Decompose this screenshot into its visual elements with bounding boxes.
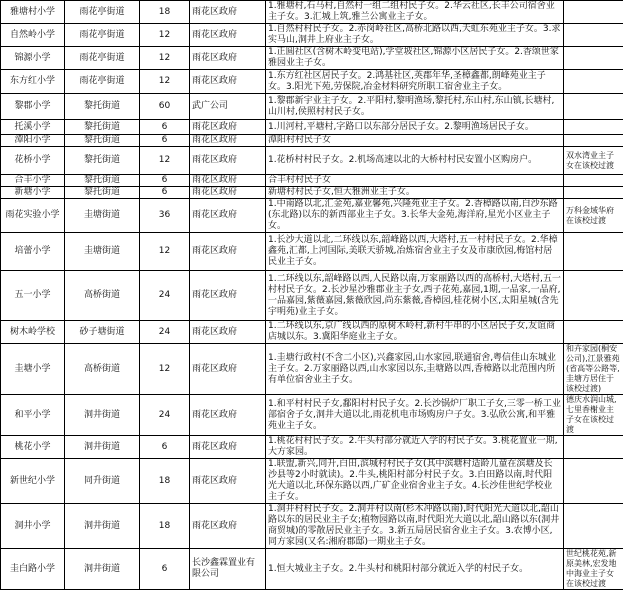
school-name-cell: 黎郡小学 bbox=[1, 94, 65, 120]
street-cell: 洞井街道 bbox=[65, 504, 140, 549]
enrollment-area-cell: 1.恒大城业主子女。2.牛头村和桃阳村部分就近入学的村民子女。 bbox=[266, 549, 564, 590]
class-count-cell: 12 bbox=[140, 147, 190, 175]
sponsor-cell: 雨花区政府 bbox=[190, 395, 266, 436]
enrollment-area-cell: 1.圭塘行政村(不含二小区),兴鑫家园,山水家园,联通宿舍,粤信佳山东城业主子女。2.万家丽路以西,山水家园以东,圭塘路以西,香樟路以北范围内所有单位宿舍业主子女。 bbox=[266, 344, 564, 395]
enrollment-area-cell: 1.中南路以北,汇金苑,嘉业馨苑,兴隆苑业主子女。2.香樟路以南,白沙东路(东北路)以东的新西部业主子女。3.长华大金苑,海洋府,星光小区业主子女。 bbox=[266, 199, 564, 233]
school-name-cell: 花桥小学 bbox=[1, 147, 65, 175]
sponsor-cell: 长沙鑫霖置业有限公司 bbox=[190, 549, 266, 590]
street-cell: 圭塘街道 bbox=[65, 233, 140, 271]
enrollment-area-cell: 1.二环线以东,京广线以西的原树木岭村,新村牛串的小区居民子女,友谊商店城以东。3.冀阳华庭业主子女。 bbox=[266, 321, 564, 344]
street-cell: 雨花亭街道 bbox=[65, 70, 140, 94]
note-cell: 双水湾业主子女在该校过渡 bbox=[564, 147, 623, 175]
street-cell: 洞井街道 bbox=[65, 395, 140, 436]
street-cell: 雨花亭街道 bbox=[65, 24, 140, 47]
school-name-cell: 锦源小学 bbox=[1, 47, 65, 70]
table-row bbox=[1, 1, 623, 24]
table-row bbox=[1, 120, 623, 135]
note-cell bbox=[564, 233, 623, 271]
school-name-cell: 自然岭小学 bbox=[1, 24, 65, 47]
school-name-cell: 东方红小学 bbox=[1, 70, 65, 94]
sponsor-cell: 雨花区政府 bbox=[190, 344, 266, 395]
enrollment-area-cell: 1.桃花村村民子女。2.牛头村部分就近入学的村民子女。3.桃花置业一期,大方家园。 bbox=[266, 436, 564, 459]
class-count-cell: 60 bbox=[140, 94, 190, 120]
enrollment-area-cell: 1.二环线以东,韶峰路以西,人民路以南,万家丽路以西的高桥村,大塔村,五一村村民子女。2.长沙星沙雅郡业主子女,西子花苑,嘉园,1期,一品家,一品府,一品嘉园,紫薇嘉园,紫薇欣园,尚东紫薇,香樟园,桂花树小区,太阳星城(含先宇明苑)业主子女。 bbox=[266, 271, 564, 321]
sponsor-cell: 雨花区政府 bbox=[190, 1, 266, 24]
street-cell: 洞井街道 bbox=[65, 549, 140, 590]
school-name-cell: 托溪小学 bbox=[1, 120, 65, 135]
street-cell: 砂子塘街道 bbox=[65, 321, 140, 344]
enrollment-area-cell: 1.川河村,平塘村,字路口以东部分居民子女。2.黎明渔场居民子女。 bbox=[266, 120, 564, 135]
street-cell: 雨花亭街道 bbox=[65, 47, 140, 70]
enrollment-area-cell: 1.黎郡新宇业主子女。2.平阳村,黎明渔场,黎托村,东山村,东山镇,长塘村,山川村,侯照村村民子女。 bbox=[266, 94, 564, 120]
note-cell bbox=[564, 1, 623, 24]
enrollment-area-cell: 1.联盟,新兴,同升,白田,滨城村村民子女(其中滨塘村适龄儿童在滨塘及长沙县等2小时就读)。2.牛头,桃阳村部分村民子女。3.白田路以南,时代阳光大道以北,环保东路以西,广矿企业宿舍业主子女。4.长沙佳世纪学校业主子女。 bbox=[266, 459, 564, 504]
table-row bbox=[1, 24, 623, 47]
table-row bbox=[1, 70, 623, 94]
class-count-cell: 18 bbox=[140, 459, 190, 504]
table-row bbox=[1, 549, 623, 590]
school-name-cell: 潭阳小学 bbox=[1, 135, 65, 147]
note-cell bbox=[564, 47, 623, 70]
enrollment-area-cell: 新塘村村民子女,恒大雅洲业主子女。 bbox=[266, 187, 564, 199]
school-name-cell: 圭白路小学 bbox=[1, 549, 65, 590]
class-count-cell: 6 bbox=[140, 120, 190, 135]
sponsor-cell: 雨花区政府 bbox=[190, 187, 266, 199]
class-count-cell: 12 bbox=[140, 47, 190, 70]
table-row bbox=[1, 135, 623, 147]
sponsor-cell: 雨花区政府 bbox=[190, 175, 266, 187]
table-row bbox=[1, 436, 623, 459]
street-cell: 黎托街道 bbox=[65, 175, 140, 187]
note-cell: 和卉家园(桐安公司),江景雅苑(省高等公路等,圭塘方居住于该校过渡) bbox=[564, 344, 623, 395]
sponsor-cell: 雨花区政府 bbox=[190, 504, 266, 549]
street-cell: 同升街道 bbox=[65, 459, 140, 504]
class-count-cell: 12 bbox=[140, 344, 190, 395]
school-name-cell: 合丰小学 bbox=[1, 175, 65, 187]
class-count-cell: 24 bbox=[140, 321, 190, 344]
enrollment-area-cell: 合丰村村民子女 bbox=[266, 175, 564, 187]
table-row bbox=[1, 459, 623, 504]
class-count-cell: 6 bbox=[140, 175, 190, 187]
enrollment-area-cell: 1.东方红社区居民子女。2.鸿基社区,英郡年华,圣樟鑫都,朗峰苑业主子女。3.阳光下苑,劳保院,冶金材料研究所职工宿舍业主子女。 bbox=[266, 70, 564, 94]
note-cell bbox=[564, 321, 623, 344]
class-count-cell: 12 bbox=[140, 24, 190, 47]
class-count-cell: 18 bbox=[140, 504, 190, 549]
sponsor-cell: 雨花区政府 bbox=[190, 459, 266, 504]
school-name-cell: 和平小学 bbox=[1, 395, 65, 436]
class-count-cell: 18 bbox=[140, 1, 190, 24]
enrollment-area-cell: 1.和平村村民子女,鄱阳村村民子女。2.长沙锅炉厂职工子女,三零一桥工业部宿舍子女,洞井大道以北,雨花机电市场购房户子女。3.弘欣公寓,和平雅苑业主子女。 bbox=[266, 395, 564, 436]
street-cell: 洞井街道 bbox=[65, 436, 140, 459]
note-cell: 德庆水润山城,七里香榭业主子女在该校过渡 bbox=[564, 395, 623, 436]
sponsor-cell: 雨花区政府 bbox=[190, 271, 266, 321]
class-count-cell: 6 bbox=[140, 135, 190, 147]
table-row bbox=[1, 344, 623, 395]
sponsor-cell: 武广公司 bbox=[190, 94, 266, 120]
enrollment-area-cell: 1.正圆社区(含树木岭变电站),学堂坡社区,锦源小区居民子女。2.香颂世家雅园业主子女。 bbox=[266, 47, 564, 70]
class-count-cell: 6 bbox=[140, 436, 190, 459]
note-cell bbox=[564, 120, 623, 135]
note-cell bbox=[564, 175, 623, 187]
enrollment-area-cell: 潭阳村村民子女 bbox=[266, 135, 564, 147]
table-body bbox=[1, 1, 623, 590]
class-count-cell: 12 bbox=[140, 233, 190, 271]
table-row bbox=[1, 321, 623, 344]
class-count-cell: 12 bbox=[140, 70, 190, 94]
school-name-cell: 培蕾小学 bbox=[1, 233, 65, 271]
street-cell: 圭塘街道 bbox=[65, 199, 140, 233]
note-cell: 世纪桃花苑,新原美林,宏发地中海业主子女在该校过渡 bbox=[564, 549, 623, 590]
sponsor-cell: 雨花区政府 bbox=[190, 70, 266, 94]
table-row bbox=[1, 47, 623, 70]
school-name-cell: 新塘小学 bbox=[1, 187, 65, 199]
table-row bbox=[1, 271, 623, 321]
table-row bbox=[1, 147, 623, 175]
school-name-cell: 雨花实验小学 bbox=[1, 199, 65, 233]
note-cell bbox=[564, 94, 623, 120]
school-name-cell: 新世纪小学 bbox=[1, 459, 65, 504]
note-cell bbox=[564, 271, 623, 321]
sponsor-cell: 雨花区政府 bbox=[190, 199, 266, 233]
street-cell: 高桥街道 bbox=[65, 344, 140, 395]
street-cell: 黎托街道 bbox=[65, 120, 140, 135]
school-name-cell: 洞井小学 bbox=[1, 504, 65, 549]
enrollment-area-cell: 1.花桥村村民子女。2.机场高速以北的大桥村村民安置小区购房户。 bbox=[266, 147, 564, 175]
enrollment-area-cell: 1.洞井村村民子女。2.洞井村以南(杉木冲路以南),时代阳光大道以北,韶山路以东的居民业主子女;植物园路以南,时代阳光大道以北,韶山路以东(洞井商贸城)的零散居民业主子女。3.新五局居民宿舍业主子女。3.农博小区,同方家园(又名:湘府郡邸)一期业主子女。 bbox=[266, 504, 564, 549]
sponsor-cell: 雨花区政府 bbox=[190, 47, 266, 70]
note-cell bbox=[564, 24, 623, 47]
table-row bbox=[1, 395, 623, 436]
sponsor-cell: 雨花区政府 bbox=[190, 120, 266, 135]
table-row bbox=[1, 504, 623, 549]
table-row bbox=[1, 233, 623, 271]
school-name-cell: 雅塘村小学 bbox=[1, 1, 65, 24]
note-cell bbox=[564, 436, 623, 459]
enrollment-area-cell: 1.雅塘村,石马村,自然村一组二组村民子女。2.华云社区,长丰公司宿舍业主子女。3.汇城上筑,雅兰公寓业主子女。 bbox=[266, 1, 564, 24]
table-row bbox=[1, 94, 623, 120]
school-name-cell: 树木岭学校 bbox=[1, 321, 65, 344]
class-count-cell: 24 bbox=[140, 395, 190, 436]
sponsor-cell: 雨花区政府 bbox=[190, 135, 266, 147]
school-name-cell: 桃花小学 bbox=[1, 436, 65, 459]
school-name-cell: 圭塘小学 bbox=[1, 344, 65, 395]
street-cell: 黎托街道 bbox=[65, 94, 140, 120]
table-row bbox=[1, 199, 623, 233]
note-cell bbox=[564, 504, 623, 549]
sponsor-cell: 雨花区政府 bbox=[190, 147, 266, 175]
street-cell: 黎托街道 bbox=[65, 187, 140, 199]
street-cell: 黎托街道 bbox=[65, 147, 140, 175]
school-name-cell: 五一小学 bbox=[1, 271, 65, 321]
sponsor-cell: 雨花区政府 bbox=[190, 233, 266, 271]
class-count-cell: 36 bbox=[140, 199, 190, 233]
note-cell: 万科金域华府在该校过渡 bbox=[564, 199, 623, 233]
class-count-cell: 6 bbox=[140, 187, 190, 199]
street-cell: 黎托街道 bbox=[65, 135, 140, 147]
table-row bbox=[1, 175, 623, 187]
class-count-cell: 6 bbox=[140, 549, 190, 590]
class-count-cell: 24 bbox=[140, 271, 190, 321]
note-cell bbox=[564, 459, 623, 504]
note-cell bbox=[564, 135, 623, 147]
street-cell: 雨花亭街道 bbox=[65, 1, 140, 24]
sponsor-cell: 雨花区政府 bbox=[190, 436, 266, 459]
enrollment-area-cell: 1.自然村村民子女。2.赤岗岭社区,高桥北路以西,天虹东苑业主子女。3.求实马山,洞井上府业主子女。 bbox=[266, 24, 564, 47]
sponsor-cell: 雨花区政府 bbox=[190, 321, 266, 344]
note-cell bbox=[564, 187, 623, 199]
sponsor-cell: 雨花区政府 bbox=[190, 24, 266, 47]
table-row bbox=[1, 187, 623, 199]
note-cell bbox=[564, 70, 623, 94]
enrollment-area-cell: 1.长沙大道以北,二环线以东,韶峰路以西,大塔村,五一村村民子女。2.华樟鑫苑,汇都,上河国际,美联天骄城,冶炼宿舍业主子女及市康欣园,梅馆村居民业主子女。 bbox=[266, 233, 564, 271]
street-cell: 高桥街道 bbox=[65, 271, 140, 321]
